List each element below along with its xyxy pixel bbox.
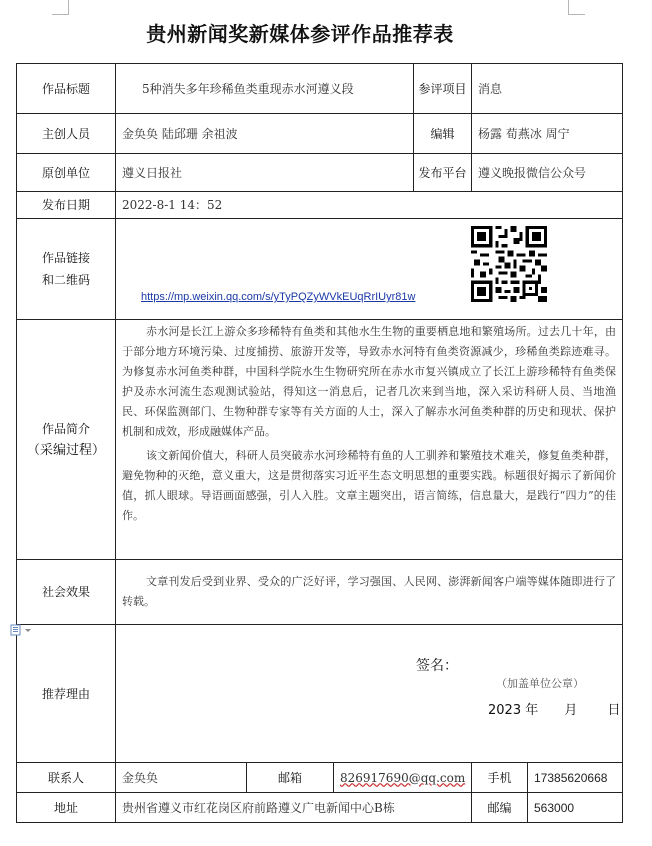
row-link-qr: [17, 219, 623, 320]
creators-value: 金奂奂 陆邱珊 余祖波: [116, 114, 414, 154]
publish-date-label: 发布日期: [17, 192, 116, 219]
reason-cell: [116, 625, 623, 763]
page-margin-corner-left: [52, 0, 69, 15]
page-margin-corner-right: [568, 0, 585, 15]
signature-label: 签名：: [416, 658, 458, 674]
sign-date-month: 月: [564, 703, 578, 718]
category-label: 参评项目: [414, 64, 472, 114]
summary-paragraph-1: 赤水河是长江上游众多珍稀特有鱼类和其他水生生物的重要栖息地和繁殖场所。过去几十年，由于部分地方环境污染、过度捕捞、旅游开发等，导致赤水河特有鱼类资源减少，珍稀鱼类踪迹难寻。为修复赤水河鱼类种群，中国科学院水生生物研究所在赤水市复兴镇成立了长江上游珍稀特有鱼类保护及赤水河流生态观测试验站，得知这一消息后，记者几次来到当地，深入采访科研人员、当地渔民、环保监测部门、生物种群专家等有关方面的人士，深入了解赤水河鱼类种群的历史和现状、保护机制和成效，形成融媒体产品。: [122, 325, 617, 438]
email-label: 邮箱: [247, 763, 334, 793]
link-qr-cell: [116, 219, 623, 320]
editor-value: 杨露 荀燕冰 周宁: [472, 114, 623, 154]
stamp-note: （加盖单位公章）: [496, 677, 584, 690]
creators-label: 主创人员: [17, 114, 116, 154]
row-publish-date: [17, 192, 623, 219]
email-value: [334, 763, 472, 793]
editor-label: 编辑: [414, 114, 472, 154]
phone-label: 手机: [472, 763, 528, 793]
row-contact: [17, 763, 623, 793]
page-title: 贵州新闻奖新媒体参评作品推荐表: [146, 22, 454, 46]
row-social-effect: [17, 560, 623, 625]
category-value: 消息: [472, 64, 623, 114]
social-effect-text: 文章刊发后受到业界、受众的广泛好评，学习强国、人民网、澎湃新闻客户端等媒体随即进行了转载。: [122, 575, 617, 608]
postcode-value: 563000: [528, 793, 623, 823]
address-value: 贵州省遵义市红花岗区府前路遵义广电新闻中心B栋: [116, 793, 472, 823]
summary-label-line1: 作品简介: [41, 421, 90, 436]
link-qr-label-line1: 作品链接: [41, 251, 90, 265]
reason-label: 推荐理由: [17, 625, 116, 763]
row-work-title: [17, 64, 623, 114]
row-address: [17, 793, 623, 823]
address-label: 地址: [17, 793, 116, 823]
platform-value: 遵义晚报微信公众号: [472, 154, 623, 192]
publish-date-value: 2022-8-1 14：52: [116, 192, 623, 219]
summary-label-line2: （采编过程）: [26, 442, 105, 458]
phone-value: 17385620668: [528, 763, 623, 793]
summary-label: [17, 320, 116, 560]
row-origin: [17, 154, 623, 192]
origin-unit-label: 原创单位: [17, 154, 116, 192]
link-qr-label: [17, 219, 116, 320]
link-qr-label-line2: 和二维码: [41, 273, 90, 287]
row-creators: [17, 114, 623, 154]
postcode-label: 邮编: [472, 793, 528, 823]
sign-date-day: 日: [607, 703, 621, 718]
sign-date: [488, 699, 621, 718]
contact-value: 金奂奂: [116, 763, 247, 793]
work-title-value: 5种消失多年珍稀鱼类重现赤水河遵义段: [116, 64, 414, 114]
email-text: 826917690@qq.com: [340, 770, 466, 785]
recommendation-form-table: [16, 63, 623, 823]
row-reason: [17, 625, 623, 763]
work-title-label: 作品标题: [17, 64, 116, 114]
work-link[interactable]: https://mp.weixin.qq.com/s/yTyPQZyWVkEUqRrIUyr81w: [141, 291, 416, 303]
contact-label: 联系人: [17, 763, 116, 793]
platform-label: 发布平台: [414, 154, 472, 192]
social-effect-cell: [116, 560, 623, 625]
origin-unit-value: 遵义日报社: [116, 154, 414, 192]
row-summary: [17, 320, 623, 560]
summary-paragraph-2: 该文新闻价值大，科研人员突破赤水河珍稀特有鱼的人工驯养和繁殖技术难关，修复鱼类种群，避免物种的灭绝，意义重大，这是贯彻落实习近平生态文明思想的重要实践。标题很好揭示了新闻价值，抓人眼球。导语画面感强，引人入胜。文章主题突出，语言简练，信息量大，是践行“四力”的佳作。: [122, 449, 617, 522]
sign-date-year: 2023 年: [488, 703, 539, 718]
social-effect-label: 社会效果: [17, 560, 116, 625]
document-paste-icon[interactable]: [10, 624, 34, 636]
summary-cell: [116, 320, 623, 560]
qr-code-icon: [471, 226, 547, 302]
